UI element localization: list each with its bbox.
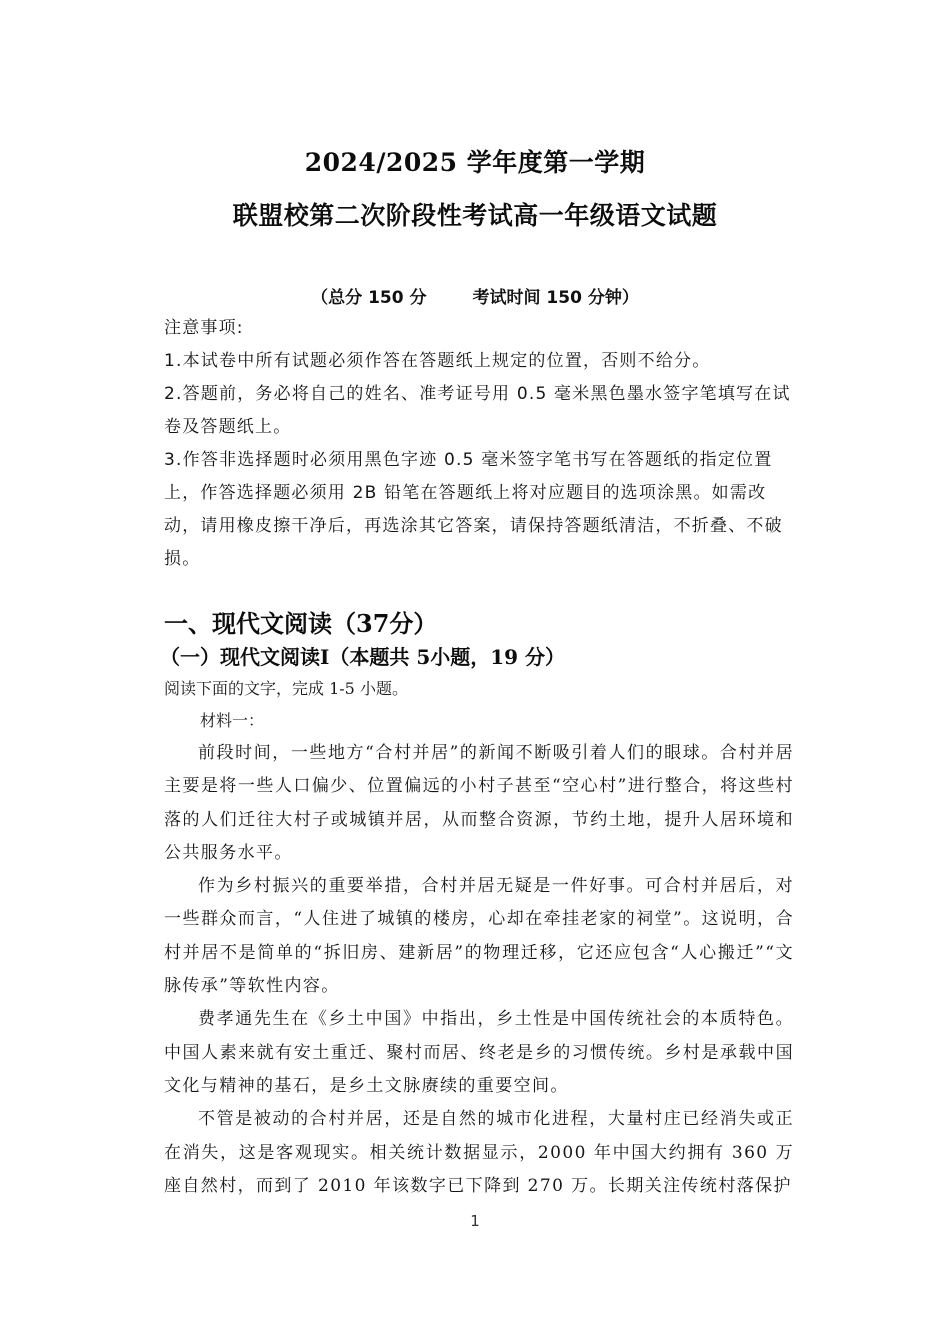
exam-title-subject: 联盟校第二次阶段性考试高一年级语文试题 — [232, 201, 718, 230]
section-subheading: （一）现代文阅读Ⅰ（本题共 5小题，19 分） — [160, 645, 566, 669]
reading-passage — [164, 737, 794, 1203]
notice-item: 2.答题前，务必将自己的姓名、准考证号用 0.5 毫米黑色墨水签字笔填写在试卷及答题纸上。 — [164, 384, 791, 437]
notice-item: 3.作答非选择题时必须用黑色字迹 0.5 毫米签字笔书写在答题纸的指定位置上，作答选择题必须用 2B 铅笔在答题纸上将对应题目的选项涂黑。如需改动，请用橡皮擦干净后，再选涂其它答案，请保持答题纸清洁，不折叠、不破损。 — [164, 450, 783, 569]
passage-paragraph: 作为乡村振兴的重要举措，合村并居无疑是一件好事。可合村并居后，对一些群众而言，“人住进了城镇的楼房，心却在牵挂老家的祠堂”。这说明，合村并居不是简单的“拆旧房、建新居”的物理迁移，它还应包含“人心搬迁”“文脉传承”等软性内容。 — [164, 876, 794, 997]
reading-instruction: 阅读下面的文字，完成 1-5 小题。 — [164, 679, 408, 698]
page-number: 1 — [470, 1212, 480, 1230]
notice-heading: 注意事项: — [164, 318, 244, 338]
passage-paragraph: 不管是被动的合村并居，还是自然的城市化进程，大量村庄已经消失或正在消失，这是客观现实。相关统计数据显示，2000 年中国大约拥有 360 万座自然村，而到了 2010 年该数字已下降到 270 万。长期关注传统村落保护 — [164, 1109, 794, 1196]
exam-time: 考试时间 150 分钟） — [472, 288, 639, 308]
material-label: 材料一： — [200, 711, 265, 730]
notice-block — [164, 312, 794, 576]
section-heading: 一、现代文阅读（37分） — [164, 609, 438, 638]
passage-paragraph: 前段时间，一些地方“合村并居”的新闻不断吸引着人们的眼球。合村并居主要是将一些人口偏少、位置偏远的小村子甚至“空心村”进行整合，将这些村落的人们迁往大村子或城镇并居，从而整合资源，节约土地，提升人居环境和公共服务水平。 — [164, 743, 794, 863]
passage-paragraph: 费孝通先生在《乡土中国》中指出，乡土性是中国传统社会的本质特色。中国人素来就有安土重迁、聚村而居、终老是乡的习惯传统。乡村是承载中国文化与精神的基石，是乡土文脉赓续的重要空间。 — [164, 1009, 794, 1096]
total-score: （总分 150 分 — [311, 288, 427, 308]
exam-title-term: 2024/2025 学年度第一学期 — [304, 148, 646, 177]
notice-item: 1.本试卷中所有试题必须作答在答题纸上规定的位置，否则不给分。 — [164, 351, 711, 371]
score-and-time — [0, 283, 950, 308]
